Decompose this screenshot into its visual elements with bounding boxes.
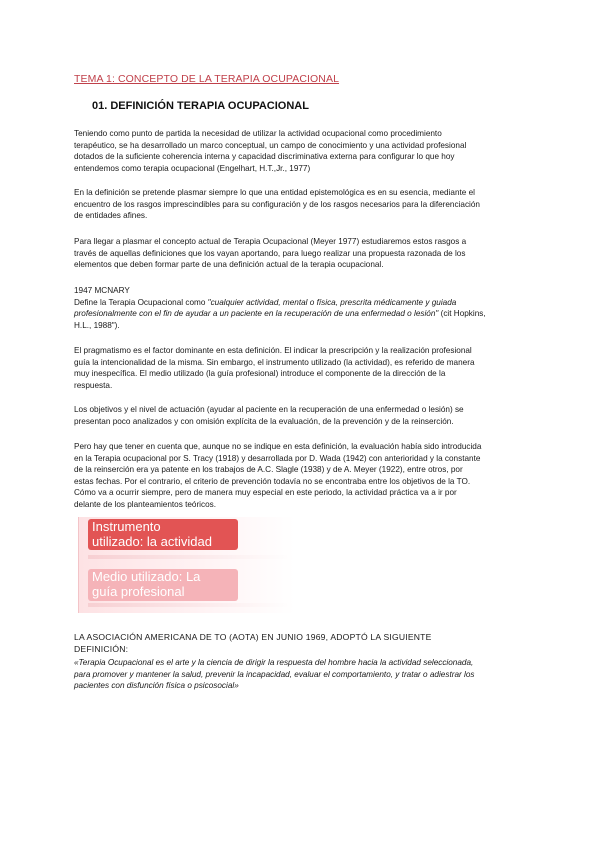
paragraph-line: Pero hay que tener en cuenta que, aunque no se indique en esta definición, la evaluación había sido introducida — [74, 442, 482, 451]
quote-line: pacientes con disfunción física o psicosocial» — [74, 681, 239, 691]
aota-definition-quote — [74, 657, 526, 692]
paragraph-line: de entidades afines. — [74, 211, 148, 221]
mcnary-quote: profesionalmente con el fin de ayudar a un paciente en la recuperación de una enfermedad o lesión" — [74, 309, 439, 319]
smartart-label-instrument — [88, 519, 238, 550]
section-title: 01. DEFINICIÓN TERAPIA OCUPACIONAL — [92, 100, 309, 112]
smartart-text: Instrumento — [92, 519, 161, 534]
paragraph-line — [74, 308, 526, 320]
paragraph-line: respuesta. — [74, 380, 113, 390]
paragraph-line: dotados de la suficiente coherencia interna y capacidad discriminativa externa para configurar lo que hoy — [74, 152, 455, 162]
aota-heading-line: LA ASOCIACIÓN AMERICANA DE TO (AOTA) EN JUNIO 1969, ADOPTÓ LA SIGUIENTE — [74, 632, 432, 642]
paragraph-line: Cómo va a ocurrir siempre, pero de manera muy especial en este periodo, la actividad práctica va a ir por — [74, 488, 457, 498]
paragraph-line: terapéutico, se ha desarrollado un marco conceptual, un campo de conocimiento y una actividad profesional — [74, 140, 467, 150]
paragraph-line — [74, 297, 526, 309]
smartart-medium — [78, 565, 294, 615]
mcnary-prefix: Define la Terapia Ocupacional como — [74, 297, 208, 307]
aota-heading-line: DEFINICIÓN: — [74, 643, 129, 654]
paragraph-mcnary — [74, 285, 526, 331]
paragraph-line: H.L., 1988"). — [74, 320, 120, 330]
paragraph-line: entendemos como terapia ocupacional (Engelhart, H.T.,Jr., 1977) — [74, 163, 311, 173]
paragraph-line: guía la intencionalidad de la misma. Sin embargo, el instrumento utilizado (la actividad), es referido de manera — [74, 357, 475, 367]
mcnary-heading: 1947 MCNARY — [74, 286, 130, 295]
smartart-instrument — [78, 517, 294, 567]
paragraph-definition — [74, 187, 526, 222]
smartart-fade-bar — [88, 603, 294, 607]
paragraph-line: estas fechas. Por el contrario, el criterio de prevención todavía no se encontraba entre los objetivos de la TO. — [74, 476, 471, 486]
smartart-text: guía profesional — [92, 583, 185, 599]
paragraph-line: El pragmatismo es el factor dominante en esta definición. El indicar la prescripción y la realización profesional — [74, 346, 472, 355]
paragraph-line: presentan poco analizados y con omisión explícita de la evaluación, de la prevención y de la reinserción. — [74, 416, 454, 426]
paragraph-line: de la reinserción era ya patente en los trabajos de A.C. Slagle (1938) y de A. Meyer (1922), entre otros, por — [74, 465, 463, 475]
mcnary-quote: "cualquier actividad, mental o física, prescrita médicamente y guiada — [207, 297, 457, 307]
paragraph-concept — [74, 236, 526, 271]
paragraph-line: muy inespecífica. El medio utilizado (la guía profesional) introduce el componente de la dirección de la — [74, 369, 446, 379]
paragraph-line: delante de los planteamientos teóricos. — [74, 499, 217, 509]
smartart-fade-bar — [88, 555, 294, 559]
paragraph-evaluation-history — [74, 441, 526, 511]
paragraph-line: En la definición se pretende plasmar siempre lo que una entidad epistemológica es en su esencia, mediante el — [74, 188, 475, 197]
paragraph-line: Teniendo como punto de partida la necesidad de utilizar la actividad ocupacional como procedimiento — [74, 129, 442, 138]
smartart-text: utilizado: la actividad — [92, 533, 212, 549]
paragraph-line: elementos que deben formar parte de una definición actual de la terapia ocupacional. — [74, 260, 384, 270]
smartart-text: Medio utilizado: La — [92, 569, 201, 584]
aota-heading — [74, 632, 526, 655]
paragraph-line: en la Terapia ocupacional por S. Tracy (1918) y desarrollada por D. Wada (1942) con anterioridad y la constante — [74, 453, 481, 463]
topic-title: TEMA 1: CONCEPTO DE LA TERAPIA OCUPACIONAL — [74, 73, 340, 85]
paragraph-line: través de aquellas definiciones que los vayan aportando, para luego realizar una propuesta razonada de los — [74, 248, 466, 258]
smartart-label-medium — [88, 569, 238, 601]
paragraph-pragmatism — [74, 345, 526, 391]
paragraph-intro — [74, 128, 526, 174]
quote-line: para promover y mantener la salud, prevenir la incapacidad, evaluar el comportamiento, y tratar o adiestrar los — [74, 669, 475, 679]
paragraph-objectives — [74, 404, 526, 427]
paragraph-line: Para llegar a plasmar el concepto actual de Terapia Ocupacional (Meyer 1977) estudiaremos estos rasgos a — [74, 237, 467, 246]
paragraph-line: Los objetivos y el nivel de actuación (ayudar al paciente en la recuperación de una enfermedad o lesión) se — [74, 405, 464, 414]
paragraph-line: encuentro de los rasgos imprescindibles para su configuración y de los rasgos necesarios para la diferenciación — [74, 199, 480, 209]
quote-line: «Terapia Ocupacional es el arte y la ciencia de dirigir la respuesta del hombre hacia la actividad seleccionada, — [74, 658, 474, 667]
mcnary-citation: (cit Hopkins, — [440, 309, 486, 319]
